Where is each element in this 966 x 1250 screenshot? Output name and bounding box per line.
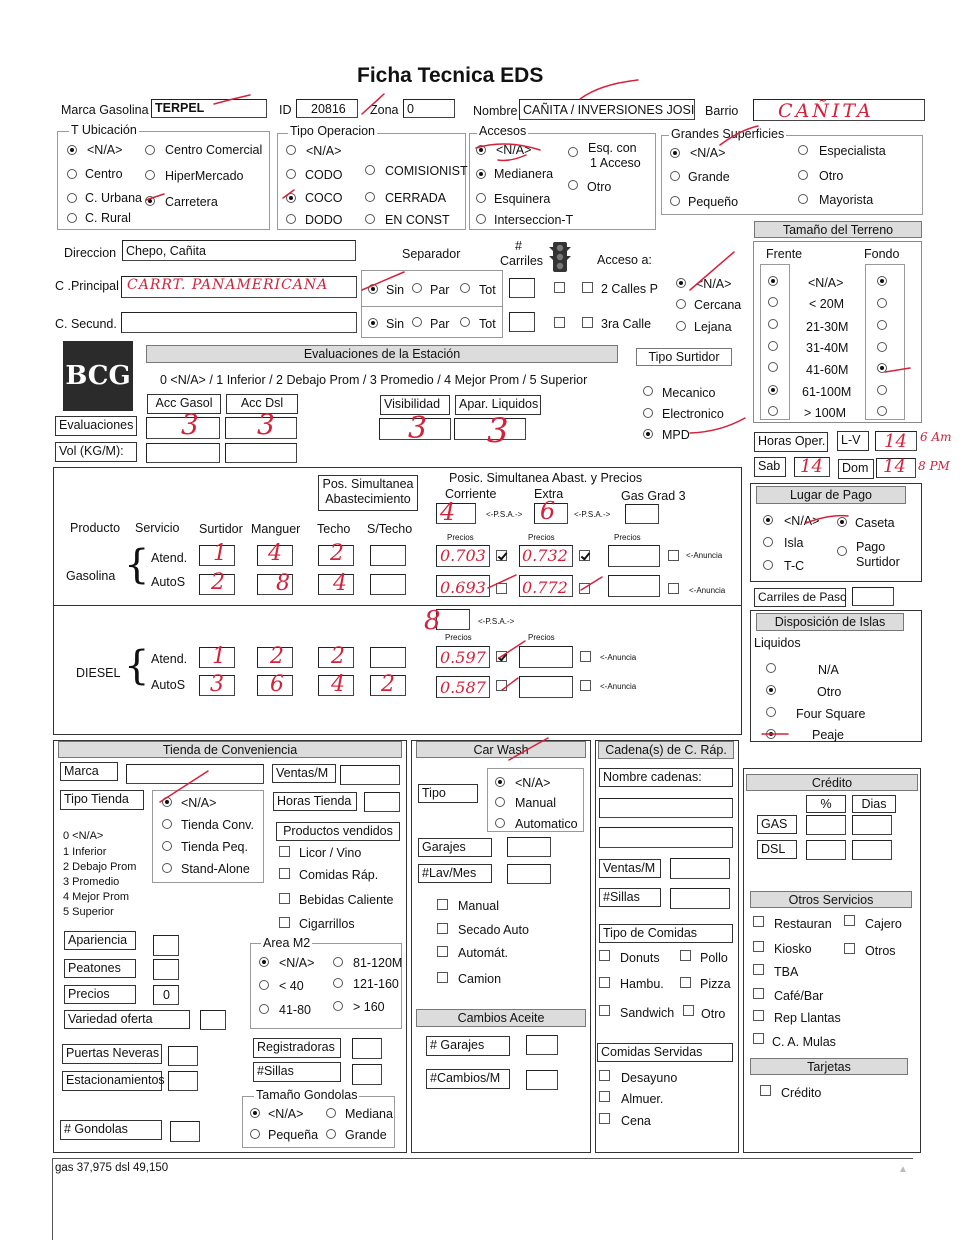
cw-garajes-label: Garajes <box>418 838 492 857</box>
cw-na-label: <N/A> <box>515 776 551 790</box>
eval-hand-1: 3 <box>181 408 199 441</box>
acc-na-label: <N/A> <box>496 143 532 157</box>
surtidor-electronico-label: Electronico <box>662 407 724 421</box>
eval-hand-4: 3 <box>487 411 509 451</box>
acc-otro-label: Otro <box>587 180 612 194</box>
dsl-precios-h2: Precios <box>528 633 555 642</box>
ncambios-label: #Cambios/M <box>426 1069 510 1089</box>
islas-four-label: Four Square <box>796 707 866 721</box>
tipo-comidas-label: Tipo de Comidas <box>599 924 733 943</box>
nombre-label: Nombre <box>473 104 518 118</box>
size-21-30: 21-30M <box>806 320 849 334</box>
tienda-sillas-label: #Sillas <box>253 1062 341 1082</box>
tienda-na-label: <N/A> <box>181 796 217 810</box>
dsl-autos-h1: 3 <box>210 672 224 697</box>
secund-sin-label: Sin <box>386 317 405 331</box>
pizza-label: Pizza <box>700 977 731 991</box>
id-value: 20816 <box>311 102 346 116</box>
lugar-na-label: <N/A> <box>784 514 820 528</box>
zona-value: 0 <box>407 102 414 116</box>
zona-label: Zona <box>370 103 399 117</box>
visibilidad-label: Visibilidad <box>380 395 450 415</box>
ubicacion-rural-label: C. Rural <box>85 211 131 225</box>
estac-label: Estacionamientos <box>62 1071 162 1091</box>
tienda-ventas-label: Ventas/M <box>272 764 336 783</box>
desayuno-label: Desayuno <box>621 1071 678 1085</box>
dsl-autos-h4: 2 <box>381 672 395 697</box>
dom-note-hand: 8 PM <box>918 459 950 473</box>
secund-par-label: Par <box>430 317 450 331</box>
acc-interseccion-label: Interseccion-T <box>494 213 574 227</box>
area-legend: Area M2 <box>263 936 311 950</box>
gasolina-brace: { <box>124 542 150 588</box>
donuts-label: Donuts <box>620 951 660 965</box>
llantas-label: Rep Llantas <box>774 1011 841 1025</box>
secund-label: C. Secund. <box>55 317 117 331</box>
extra-psa-hand: 6 <box>540 497 556 525</box>
otros-servicios-header: Otros Servicios <box>750 891 912 908</box>
psa-1: <-P.S.A.-> <box>486 510 523 519</box>
acceso-a-label: Acceso a: <box>597 253 652 267</box>
surtidor-header: Tipo Surtidor <box>636 348 732 366</box>
bcg-logo: BCG <box>63 341 133 411</box>
almuerzo-label: Almuer. <box>621 1092 664 1106</box>
precios-label: Precios <box>64 985 136 1004</box>
area-40-label: < 40 <box>279 979 304 993</box>
vol-label: Vol (KG/M): <box>55 442 137 462</box>
dom-hand: 14 <box>883 456 906 477</box>
gas-precio-1-hand: 0.703 <box>440 546 486 565</box>
cajero-label: Cajero <box>865 917 902 931</box>
principal-par-label: Par <box>430 283 450 297</box>
dsl-label: DSL <box>757 840 797 859</box>
dsl-atend-label: Atend. <box>151 652 188 666</box>
tienda-tipo-label: Tipo Tienda <box>60 790 144 810</box>
tienda-peq-label: Tienda Peq. <box>181 840 248 854</box>
accesos-legend: Accesos <box>479 124 527 138</box>
acc-dsl-label: Acc Dsl <box>226 394 298 414</box>
nombre-value: CAÑITA / INVERSIONES JOSI <box>523 103 695 117</box>
lv-hand: 14 <box>884 431 907 452</box>
cadena-nombre-label: Nombre cadenas: <box>599 768 733 787</box>
cadena-ventas-label: Ventas/M <box>599 859 661 878</box>
posic-precios-label: Posic. Simultanea Abast. y Precios <box>449 471 643 485</box>
tienda-scale-2: 2 Debajo Prom <box>63 861 137 873</box>
gas-precio-2-hand: 0.732 <box>522 546 568 565</box>
gas-autos-h1: 2 <box>211 570 225 595</box>
ubicacion-carretera-label: Carretera <box>165 195 218 209</box>
sab-hand: 14 <box>800 456 823 477</box>
dsl-precio-1-hand: 0.597 <box>440 648 486 667</box>
op-na-label: <N/A> <box>306 144 342 158</box>
dsl-autos-label: AutoS <box>151 678 186 692</box>
dsl-precios-h1: Precios <box>445 633 472 642</box>
direccion-label: Direccion <box>64 246 117 260</box>
gas-atend-label: Atend. <box>151 551 188 565</box>
eval-hand-2: 3 <box>257 408 275 441</box>
tba-label: TBA <box>774 965 799 979</box>
tienda-stand-label: Stand-Alone <box>181 862 250 876</box>
puertas-label: Puertas Neveras <box>62 1044 162 1064</box>
principal-calles-label: 2 Calles P <box>601 282 658 296</box>
gas-autos-h2: 8 <box>276 571 290 596</box>
evaluaciones-row-label: Evaluaciones <box>55 416 137 436</box>
eval-hand-3: 3 <box>408 411 428 446</box>
dsl-atend-h1: 1 <box>212 644 226 669</box>
tarjeta-credito-label: Crédito <box>781 1086 822 1100</box>
gs-grande-label: Grande <box>688 170 730 184</box>
principal-tot-label: Tot <box>479 283 496 297</box>
acc-esquinera-label: Esquinera <box>494 192 551 206</box>
surtidor-mecanico-label: Mecanico <box>662 386 716 400</box>
precios-h3: Precios <box>614 533 641 542</box>
evaluaciones-scale: 0 <N/A> / 1 Inferior / 2 Debajo Prom / 3 Promedio / 4 Mejor Prom / 5 Superior <box>160 373 588 387</box>
otro-comida-label: Otro <box>701 1007 726 1021</box>
size-41-60: 41-60M <box>806 363 849 377</box>
lugar-pago-label: Pago <box>856 540 886 554</box>
marca-value: TERPEL <box>155 101 205 115</box>
col-servicio: Servicio <box>135 521 180 535</box>
ubicacion-centro-label: Centro <box>85 167 123 181</box>
separador-label: Separador <box>402 247 461 261</box>
gas-autos-h3: 4 <box>333 571 347 596</box>
diesel-label: DIESEL <box>76 666 121 680</box>
tienda-header: Tienda de Conveniencia <box>58 741 402 758</box>
gas-atend-h2: 4 <box>268 541 282 566</box>
gs-na-label: <N/A> <box>690 146 726 160</box>
tienda-scale-3: 3 Promedio <box>63 876 120 888</box>
lugar-isla-label: Isla <box>784 536 804 550</box>
id-label: ID <box>279 103 292 117</box>
surtidor-mpd-label: MPD <box>662 428 690 442</box>
principal-label: C .Principal <box>55 279 119 293</box>
size-61-100: 61-100M <box>802 385 852 399</box>
islas-otro-label: Otro <box>817 685 842 699</box>
otros-label: Otros <box>865 944 896 958</box>
cw-camion-chk-label: Camion <box>458 972 502 986</box>
prod-bebidas-label: Bebidas Caliente <box>299 893 394 907</box>
gas-autos-label: AutoS <box>151 575 186 589</box>
op-comisionist-label: COMISIONIST <box>385 164 468 178</box>
lugar-tc-label: T-C <box>784 559 805 573</box>
carriles-hash: # <box>515 239 522 253</box>
prod-cigarrillos-label: Cigarrillos <box>299 917 355 931</box>
kiosko-label: Kiosko <box>774 942 812 956</box>
gond-mediana-label: Mediana <box>345 1107 393 1121</box>
form-title: Ficha Tecnica EDS <box>357 64 544 87</box>
evaluaciones-header: Evaluaciones de la Estación <box>146 345 618 363</box>
islas-header: Disposición de Islas <box>756 613 904 631</box>
precios-value: 0 <box>163 988 170 1002</box>
tienda-horas-label: Horas Tienda <box>273 792 357 811</box>
gas-atend-h3: 2 <box>330 541 344 566</box>
islas-na-label: N/A <box>818 663 839 677</box>
gas-label: GAS <box>757 815 797 834</box>
regis-label: Registradoras <box>253 1038 341 1058</box>
gondolas-legend: Tamaño Gondolas <box>256 1088 358 1102</box>
cafe-label: Café/Bar <box>774 989 824 1003</box>
size-100: > 100M <box>804 406 847 420</box>
ngarajes-label: # Garajes <box>426 1036 510 1056</box>
carriles-paso-label: Carriles de Paso <box>754 588 846 607</box>
col-surtidor: Surtidor <box>199 522 243 536</box>
direccion-value: Chepo, Cañita <box>126 244 206 258</box>
gond-na-label: <N/A> <box>268 1107 304 1121</box>
hambu-label: Hambu. <box>620 977 664 991</box>
diesel-brace: { <box>124 643 150 689</box>
mulas-label: C. A. Mulas <box>772 1035 836 1049</box>
area-121-label: 121-160 <box>353 977 399 991</box>
area-na-label: <N/A> <box>279 956 315 970</box>
gas-precio-4-hand: 0.693 <box>440 578 486 597</box>
horas-label: Horas Oper. <box>754 432 828 452</box>
marca-label: Marca Gasolina <box>61 103 149 117</box>
cadena-sillas-label: #Sillas <box>599 888 661 907</box>
servidas-label: Comidas Servidas <box>597 1043 733 1062</box>
cw-manual-label: Manual <box>515 796 556 810</box>
area-41-label: 41-80 <box>279 1003 311 1017</box>
ubicacion-urbana-label: C. Urbana <box>85 191 142 205</box>
prod-comidas-label: Comidas Ráp. <box>299 868 379 882</box>
acceso-lejana-label: Lejana <box>694 320 732 334</box>
carwash-tipo-label: Tipo <box>418 784 478 803</box>
variedad-label: Variedad oferta <box>64 1010 190 1029</box>
size-31-40: 31-40M <box>806 341 849 355</box>
gs-pequeno-label: Pequeño <box>688 195 739 209</box>
tienda-scale-1: 1 Inferior <box>63 846 107 858</box>
acceso-na-label: <N/A> <box>696 277 732 291</box>
gasolina-label: Gasolina <box>66 569 116 583</box>
col-stecho: S/Techo <box>367 522 413 536</box>
op-coco-label: COCO <box>305 191 343 205</box>
gond-pequena-label: Pequeña <box>268 1128 319 1142</box>
pollo-label: Pollo <box>700 951 728 965</box>
principal-handwriting: CARRT. PANAMERICANA <box>127 277 329 293</box>
cw-auto-label: Automatico <box>515 817 578 831</box>
ngond-label: # Gondolas <box>60 1120 162 1140</box>
acc-esq-label2: 1 Acceso <box>590 156 641 170</box>
gas-atend-h1: 1 <box>213 541 227 566</box>
area-81-label: 81-120M <box>353 956 403 970</box>
gas-anuncia-2: <-Anuncia <box>689 586 726 595</box>
acc-gasol-label: Acc Gasol <box>147 394 221 414</box>
tienda-marca-label: Marca <box>60 762 118 781</box>
dsl-autos-h3: 4 <box>331 672 345 697</box>
liquidos-label: Liquidos <box>754 636 801 650</box>
fondo-label: Fondo <box>864 247 900 261</box>
tienda-conv-label: Tienda Conv. <box>181 818 254 832</box>
dsl-atend-h2: 2 <box>270 644 284 669</box>
notes-scroll-up-icon[interactable]: ▲ <box>898 1164 908 1175</box>
ubicacion-legend: T Ubicación <box>71 123 137 137</box>
col-manguer: Manguer <box>251 522 301 536</box>
col-techo: Techo <box>317 522 351 536</box>
ubicacion-cc-label: Centro Comercial <box>165 143 263 157</box>
dsl-anuncia-2: <-Anuncia <box>600 682 637 691</box>
pos-sim-line2: Abastecimiento <box>325 492 411 506</box>
acc-esq-label: Esq. con <box>588 141 637 155</box>
precios-h1: Precios <box>447 533 474 542</box>
cw-secado-chk-label: Secado Auto <box>458 923 529 937</box>
lv-note-hand: 6 Am <box>920 430 952 444</box>
restauran-label: Restauran <box>774 917 832 931</box>
col-producto: Producto <box>70 521 121 535</box>
frente-label: Frente <box>766 247 803 261</box>
op-enconst-label: EN CONST <box>385 213 450 227</box>
terreno-header: Tamaño del Terreno <box>754 221 922 238</box>
peatones-label: Peatones <box>64 959 136 978</box>
dom-label: Dom <box>838 459 874 479</box>
op-dodo-label: DODO <box>305 213 343 227</box>
dsl-psa-hand: 8 <box>424 606 441 636</box>
carriles-label: Carriles <box>500 254 544 268</box>
pct-label: % <box>806 795 846 813</box>
gs-especialista-label: Especialista <box>819 144 886 158</box>
gas-precio-5-hand: 0.772 <box>522 578 568 597</box>
extra-label: Extra <box>534 487 564 501</box>
gond-grande-label: Grande <box>345 1128 387 1142</box>
corr-psa-hand: 4 <box>440 498 456 526</box>
principal-sin-label: Sin <box>386 283 405 297</box>
size-na: <N/A> <box>808 276 844 290</box>
precios-h2: Precios <box>528 533 555 542</box>
dsl-anuncia-1: <-Anuncia <box>600 653 637 662</box>
gas-anuncia-1: <-Anuncia <box>686 551 723 560</box>
psa-2: <-P.S.A.-> <box>574 510 611 519</box>
pos-sim-line1: Pos. Simultanea <box>322 477 414 491</box>
barrio-handwriting: CAÑITA <box>778 100 874 122</box>
area-160-label: > 160 <box>353 1000 385 1014</box>
lugar-caseta-label: Caseta <box>855 516 895 530</box>
acceso-cercana-label: Cercana <box>694 298 742 312</box>
islas-peaje-label: Peaje <box>812 728 844 742</box>
ubicacion-hiper-label: HiperMercado <box>165 169 244 183</box>
dsl-autos-h2: 6 <box>270 672 284 697</box>
cw-lav-label: #Lav/Mes <box>418 864 492 883</box>
cw-automat-chk-label: Automát. <box>458 946 509 960</box>
acc-medianera-label: Medianera <box>494 167 554 181</box>
carwash-header: Car Wash <box>416 741 586 758</box>
apariencia-label: Apariencia <box>64 931 136 950</box>
tienda-scale-0: 0 <N/A> <box>63 830 104 842</box>
tienda-scale-4: 4 Mejor Prom <box>63 891 130 903</box>
secund-calles-label: 3ra Calle <box>601 317 652 331</box>
credito-header: Crédito <box>746 774 918 791</box>
secund-tot-label: Tot <box>479 317 496 331</box>
tienda-productos-label: Productos vendidos <box>276 822 400 841</box>
grandes-legend: Grandes Superficies <box>671 127 785 141</box>
sandwich-label: Sandwich <box>620 1006 675 1020</box>
aceite-header: Cambios Aceite <box>416 1009 586 1027</box>
notes-text: gas 37,975 dsl 49,150 <box>55 1162 169 1174</box>
cadena-header: Cadena(s) de C. Ráp. <box>598 741 734 759</box>
lv-label: L-V <box>837 431 869 451</box>
prod-licor-label: Licor / Vino <box>299 846 362 860</box>
dsl-atend-h3: 2 <box>331 644 345 669</box>
cena-label: Cena <box>621 1114 651 1128</box>
dias-label: Dias <box>852 795 896 813</box>
op-cerrada-label: CERRADA <box>385 191 447 205</box>
lugar-header: Lugar de Pago <box>756 486 906 504</box>
op-codo-label: CODO <box>305 168 343 182</box>
sab-label: Sab <box>754 457 786 477</box>
gasgrad-label: Gas Grad 3 <box>621 489 686 503</box>
size-20: < 20M <box>809 297 845 311</box>
dsl-psa: <-P.S.A.-> <box>478 617 515 626</box>
dsl-precio-3-hand: 0.587 <box>440 678 486 697</box>
operacion-legend: Tipo Operacion <box>290 124 375 138</box>
corriente-label: Corriente <box>445 487 497 501</box>
apar-liquidos-label: Apar. Liquidos <box>455 395 541 415</box>
ubicacion-na-label: <N/A> <box>87 143 123 157</box>
gs-mayorista-label: Mayorista <box>819 193 874 207</box>
barrio-label: Barrio <box>705 104 739 118</box>
lugar-surtidor-label: Surtidor <box>856 555 900 569</box>
tarjetas-header: Tarjetas <box>750 1058 908 1075</box>
cw-manual-chk-label: Manual <box>458 899 499 913</box>
gs-otro-label: Otro <box>819 169 844 183</box>
tienda-scale-5: 5 Superior <box>63 906 114 918</box>
